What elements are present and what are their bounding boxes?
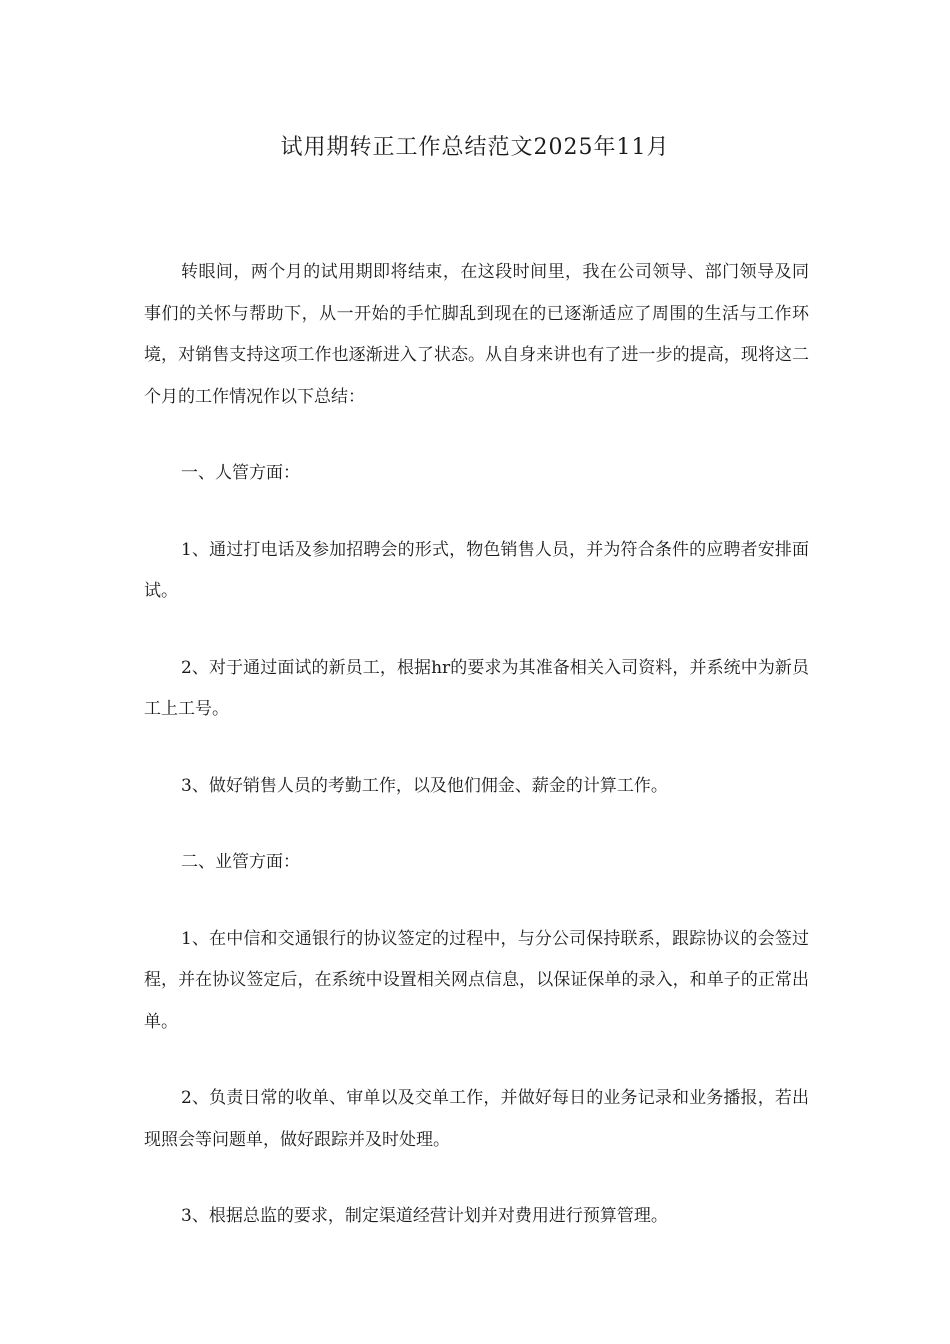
paragraph-business-3: 3、根据总监的要求，制定渠道经营计划并对费用进行预算管理。 (181, 1206, 668, 1226)
document-title: 试用期转正工作总结范文2025年11月 (280, 135, 670, 160)
paragraph-personnel-1: 1、通过打电话及参加招聘会的形式，物色销售人员，并为符合条件的应聘者安排面试。 (144, 539, 809, 601)
paragraph-personnel-3: 3、做好销售人员的考勤工作，以及他们佣金、薪金的计算工作。 (181, 775, 668, 796)
paragraph-intro: 转眼间，两个月的试用期即将结束，在这段时间里，我在公司领导、部门领导及同事们的关怀与帮助下，从一开始的手忙脚乱到现在的已逐渐适应了周围的生活与工作环境，对销售支持这项工作也逐渐进入了状态。从自身来讲也有了进一步的提高，现将这二个月的工作情况作以下总结： (144, 262, 809, 407)
heading-personnel: 一、人管方面： (181, 463, 300, 483)
document-body (144, 252, 809, 1238)
paragraph-business-1: 1、在中信和交通银行的协议签定的过程中，与分公司保持联系，跟踪协议的会签过程，并在协议签定后，在系统中设置相关网点信息，以保证保单的录入，和单子的正常出单。 (144, 928, 809, 1032)
paragraph-personnel-2: 2、对于通过面试的新员工，根据hr的要求为其准备相关入司资料，并系统中为新员工上工号。 (144, 657, 809, 719)
paragraph-business-2: 2、负责日常的收单、审单以及交单工作，并做好每日的业务记录和业务播报，若出现照会等问题单，做好跟踪并及时处理。 (144, 1088, 809, 1150)
heading-business: 二、业管方面： (181, 852, 300, 872)
